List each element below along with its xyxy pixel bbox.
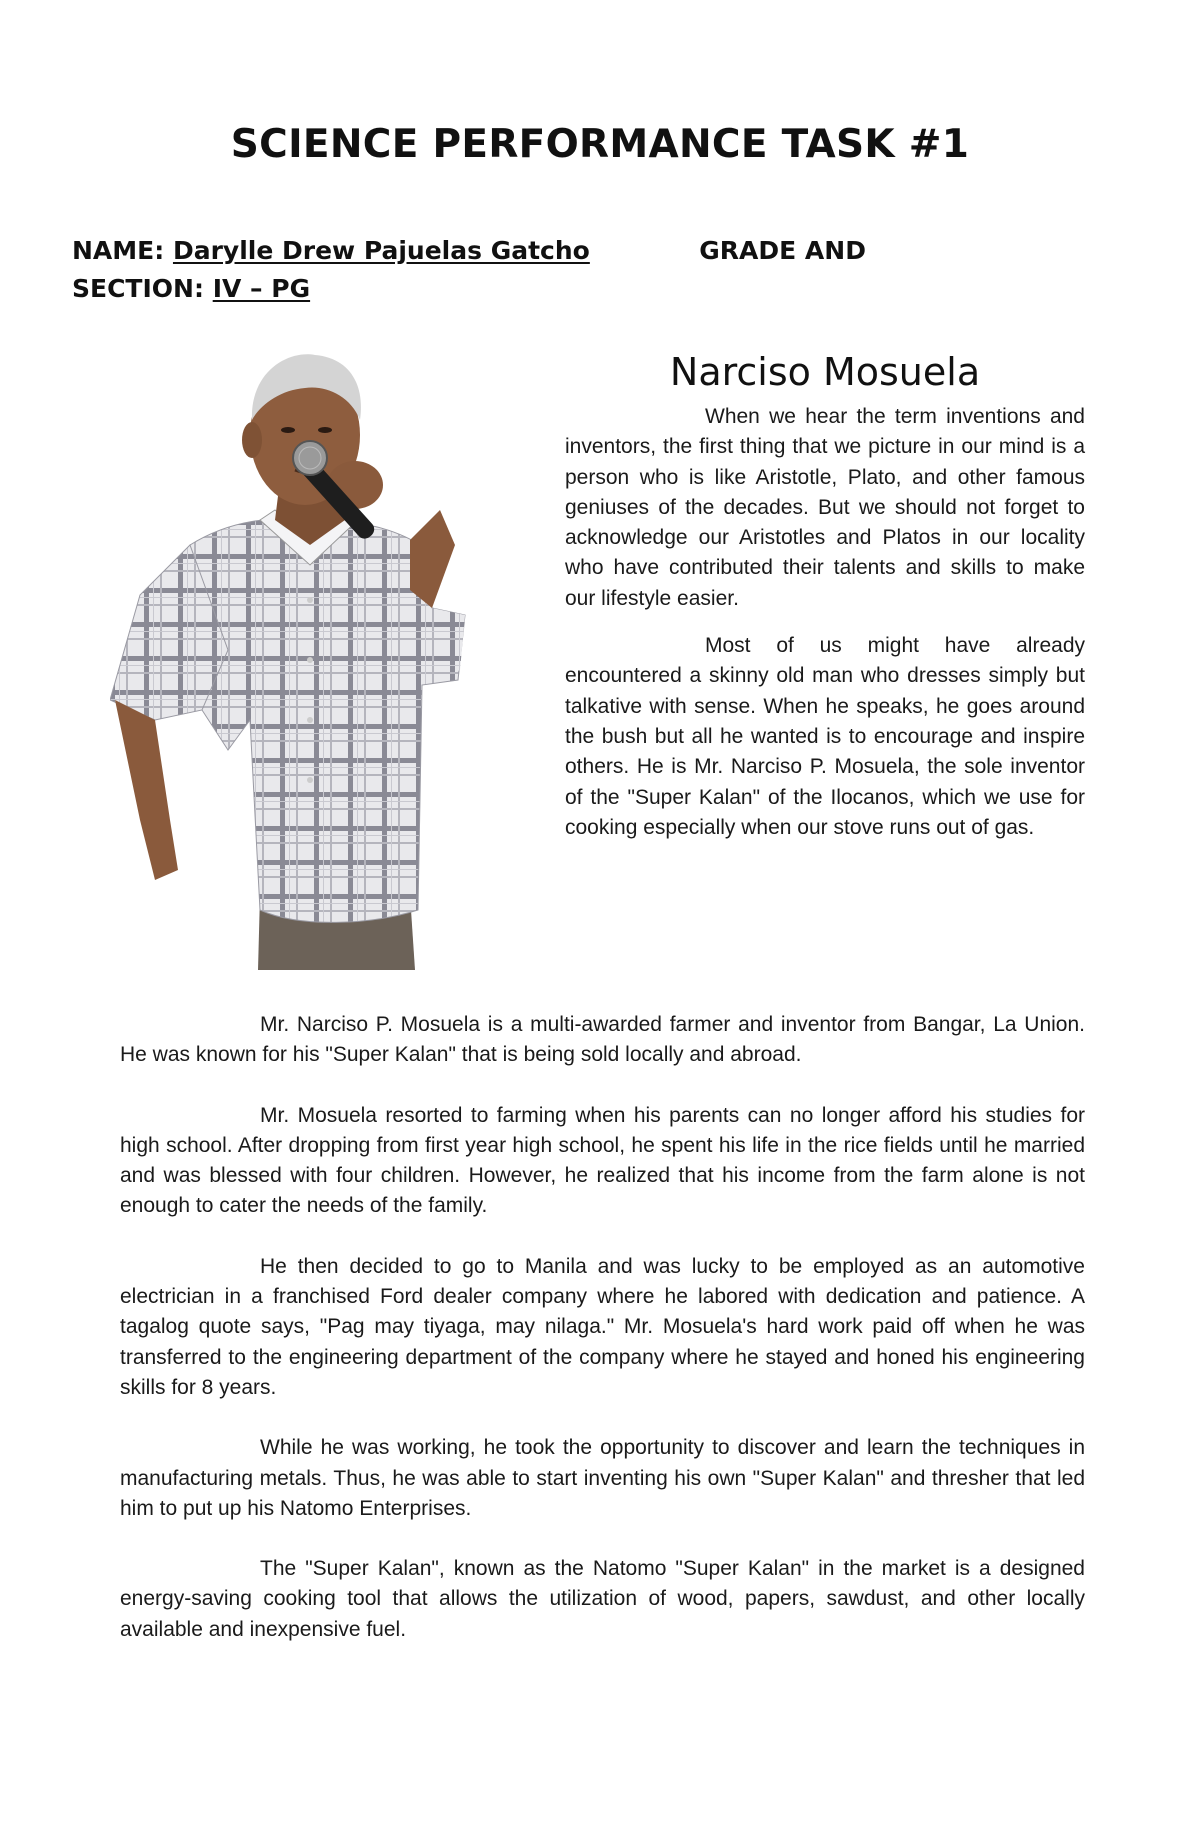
student-info <box>72 232 1072 308</box>
side-column <box>565 402 1085 843</box>
name-line <box>72 232 1072 270</box>
page-title: SCIENCE PERFORMANCE TASK #1 <box>230 122 970 167</box>
article-heading: Narciso Mosuela <box>669 350 981 394</box>
name-label: NAME: <box>72 236 165 265</box>
portrait-icon <box>110 350 510 970</box>
section-value: IV – PG <box>212 274 311 303</box>
section-line <box>72 270 1072 308</box>
side-paragraph: Most of us might have already encountered a skinny old man who dresses simply but talkative with sense. When he speaks, he goes around the bush but all he wanted is to encourage and inspire others. He is Mr. Narciso P. Mosuela, the sole inventor of the "Super Kalan" of the Ilocanos, which we use for cooking especially when our stove runs out of gas. <box>565 634 1085 839</box>
name-value: Darylle Drew Pajuelas Gatcho <box>172 236 590 265</box>
body-paragraph: Mr. Mosuela resorted to farming when his parents can no longer afford his studies for high school. After dropping from first year high school, he spent his life in the rice fields until he married and was blessed with four children. However, he realized that his income from the farm alone is not enough to cater the needs of the family. <box>120 1103 1085 1218</box>
portrait-photo <box>110 350 510 970</box>
body-paragraph: Mr. Narciso P. Mosuela is a multi-awarded farmer and inventor from Bangar, La Union. He was known for his "Super Kalan" that is being sold locally and abroad. <box>120 1013 1085 1067</box>
side-paragraph: When we hear the term inventions and inventors, the first thing that we picture in our mind is a person who is like Aristotle, Plato, and other famous geniuses of the decades. But we should not forget to acknowledge our Aristotles and Platos in our locality who have contributed their talents and skills to make our lifestyle easier. <box>565 405 1085 610</box>
main-column <box>120 1010 1085 1645</box>
grade-label: GRADE AND <box>699 236 866 265</box>
section-label: SECTION: <box>72 274 204 303</box>
body-paragraph: He then decided to go to Manila and was lucky to be employed as an automotive electrician in a franchised Ford dealer company where he labored with dedication and patience. A tagalog quote says, "Pag may tiyaga, may nilaga." Mr. Mosuela's hard work paid off when he was transferred to the engineering department of the company where he stayed and honed his engineering skills for 8 years. <box>120 1254 1085 1399</box>
body-paragraph: While he was working, he took the opportunity to discover and learn the techniques in manufacturing metals. Thus, he was able to start inventing his own "Super Kalan" and thresher that led him to put up his Natomo Enterprises. <box>120 1436 1085 1520</box>
body-paragraph: The "Super Kalan", known as the Natomo "Super Kalan" in the market is a designed energy-saving cooking tool that allows the utilization of wood, papers, sawdust, and other locally available and inexpensive fuel. <box>120 1557 1085 1641</box>
